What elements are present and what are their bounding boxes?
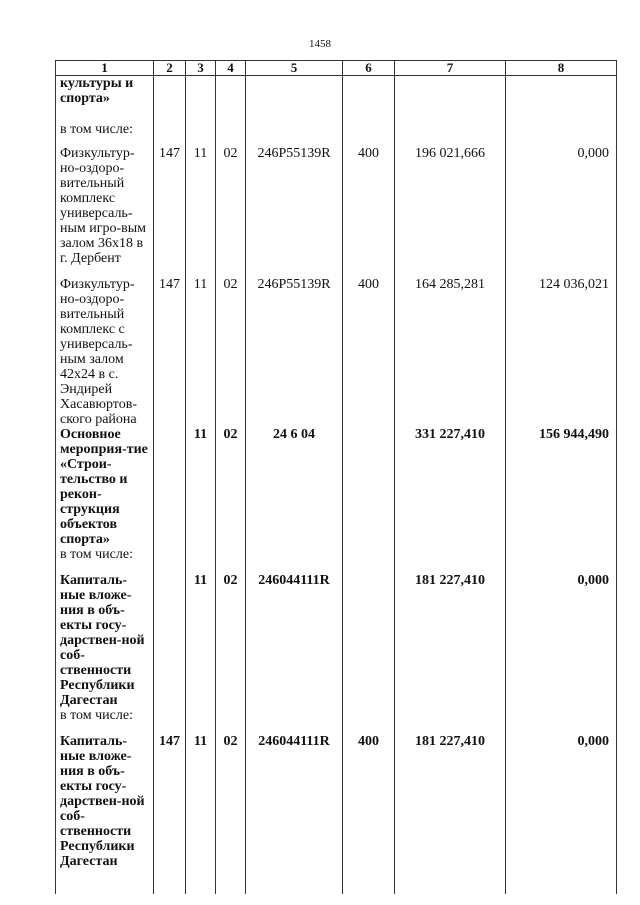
cell-target-code: 246Р55139R <box>246 146 343 277</box>
cell-amount-2: 156 944,490 <box>506 427 617 547</box>
column-header: 5 <box>246 61 343 76</box>
row-name: в том числе: <box>56 547 154 573</box>
cell-section: 11 <box>186 573 216 708</box>
cell-amount-2: 0,000 <box>506 573 617 708</box>
column-header: 6 <box>343 61 395 76</box>
row-name: Физкультур-но-оздоро-вительный комплекс универсаль-ным игро-вым залом 36х18 в г. Дербент <box>56 146 154 277</box>
cell-admin-code <box>154 573 186 708</box>
cell-amount-1: 181 227,410 <box>395 734 506 894</box>
row-name: в том числе: <box>56 708 154 734</box>
cell-amount-1: 181 227,410 <box>395 573 506 708</box>
cell-subsection: 02 <box>216 427 246 547</box>
cell-target-code: 246044111R <box>246 734 343 894</box>
cell-subsection: 02 <box>216 146 246 277</box>
cell-amount-2: 0,000 <box>506 734 617 894</box>
cell-amount-1: 164 285,281 <box>395 277 506 427</box>
page-number: 1458 <box>309 38 331 50</box>
cell-section: 11 <box>186 427 216 547</box>
cell-admin-code: 147 <box>154 146 186 277</box>
cell-expense-type <box>343 573 395 708</box>
table-row <box>56 277 617 427</box>
column-header: 3 <box>186 61 216 76</box>
cell-target-code: 24 6 04 <box>246 427 343 547</box>
table-row <box>56 734 617 894</box>
cell-admin-code <box>154 427 186 547</box>
cell-amount-2: 0,000 <box>506 146 617 277</box>
cell-admin-code: 147 <box>154 277 186 427</box>
cell-section: 11 <box>186 146 216 277</box>
table-row <box>56 427 617 547</box>
table-header-row <box>56 61 617 76</box>
cell-subsection: 02 <box>216 734 246 894</box>
cell-amount-2: 124 036,021 <box>506 277 617 427</box>
table-row <box>56 146 617 277</box>
cell-target-code: 246044111R <box>246 573 343 708</box>
table-row <box>56 76 617 123</box>
column-header: 7 <box>395 61 506 76</box>
table-row <box>56 573 617 708</box>
cell-expense-type: 400 <box>343 734 395 894</box>
row-name: в том числе: <box>56 122 154 146</box>
cell-subsection: 02 <box>216 277 246 427</box>
table-row <box>56 122 617 146</box>
cell-subsection: 02 <box>216 573 246 708</box>
column-header: 1 <box>56 61 154 76</box>
row-name: Капиталь-ные вложе-ния в объ-екты госу-дарствен-ной соб-ственности Республики Дагестан <box>56 573 154 708</box>
cell-target-code: 246Р55139R <box>246 277 343 427</box>
cell-section: 11 <box>186 277 216 427</box>
column-header: 8 <box>506 61 617 76</box>
cell-expense-type: 400 <box>343 277 395 427</box>
budget-table <box>55 60 617 894</box>
cell-expense-type <box>343 427 395 547</box>
cell-expense-type: 400 <box>343 146 395 277</box>
cell-amount-1: 196 021,666 <box>395 146 506 277</box>
table-row <box>56 547 617 573</box>
row-name: Капиталь-ные вложе-ния в объ-екты госу-дарствен-ной соб-ственности Республики Дагестан <box>56 734 154 894</box>
table-row <box>56 708 617 734</box>
row-name: Основное мероприя-тие «Строи-тельство и рекон-струкция объектов спорта» <box>56 427 154 547</box>
cell-section: 11 <box>186 734 216 894</box>
column-header: 4 <box>216 61 246 76</box>
column-header: 2 <box>154 61 186 76</box>
cell-admin-code: 147 <box>154 734 186 894</box>
cell-amount-1: 331 227,410 <box>395 427 506 547</box>
row-name: культуры и спорта» <box>56 76 154 123</box>
row-name: Физкультур-но-оздоро-вительный комплекс с универсаль-ным залом 42х24 в с. Эндирей Хасавюртов-ского района <box>56 277 154 427</box>
